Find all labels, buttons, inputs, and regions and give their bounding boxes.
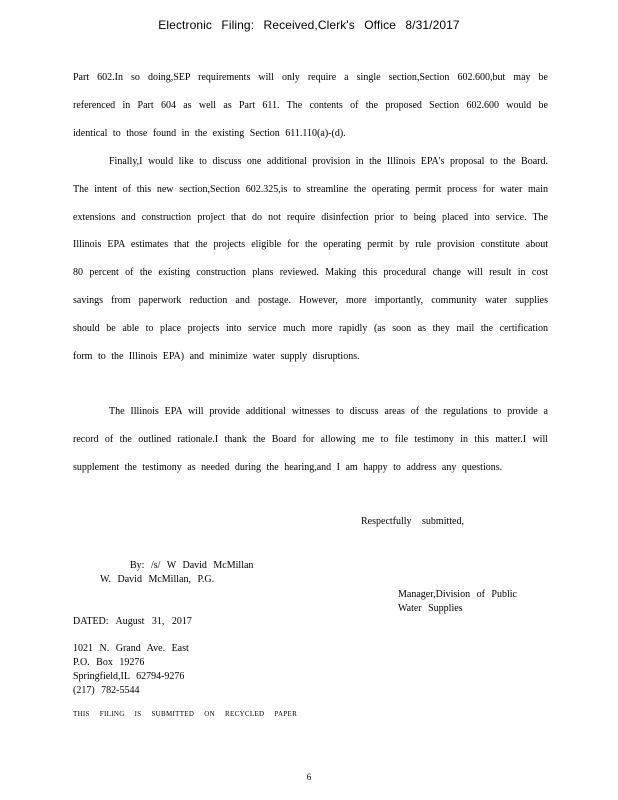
paragraph-permit-by-rule: Finally,I would like to discuss one additional provision in the Illinois EPA's proposal to the Board. The intent of this new section,Section 602.325,is to streamline the operating permit process for water main extensions and construction project that do not require disinfection prior to being placed into service. The Illinois EPA estimates that the projects eligible for the operating permit by rule provision constitute about 80 percent of the existing construction plans reviewed. Making this procedural change will result in cost savings from paperwork reduction and postage. However, more importantly, community water supplies should be able to place projects into service much more rapidly (as soon as they mail the certification form to the Illinois EPA) and minimize water supply disruptions. [73,156,548,362]
signature-by-line: By: /s/ W David McMillan [130,560,254,571]
page-number: 6 [306,772,312,782]
signature-title [398,588,517,616]
address-city-state-zip: Springfield,IL 62794-9276 [73,671,185,682]
filing-header: Electronic Filing: Received,Clerk's Office 8/31/2017 [158,18,460,32]
mailing-address [73,642,189,698]
closing-salutation: Respectfully submitted, [361,516,464,527]
address-street: 1021 N. Grand Ave. East [73,643,189,654]
address-phone: (217) 782-5544 [73,685,140,696]
signature-title-line-1: Manager,Division of Public [398,589,517,600]
dated-line: DATED: August 31, 2017 [73,616,192,627]
signature-name: W. David McMillan, P.G. [100,574,215,585]
signature-title-line-2: Water Supplies [398,603,463,614]
address-po-box: P.O. Box 19276 [73,657,145,668]
paragraph-additional-witnesses: The Illinois EPA will provide additional witnesses to discuss areas of the regulations to provide a record of the outlined rationale.I thank the Board for allowing me to file testimony in this matter.I will supplement the testimony as needed during the hearing,and I am happy to address any questions. [73,406,548,473]
recycled-paper-note: THIS FILING IS SUBMITTED ON RECYCLED PAPER [73,710,298,718]
paragraph-sep-requirements: Part 602.In so doing,SEP requirements will only require a single section,Section 602.600,but may be referenced in Part 604 as well as Part 611. The contents of the proposed Section 602.600 would be identical to those found in the existing Section 611.110(a)-(d). [73,72,548,139]
